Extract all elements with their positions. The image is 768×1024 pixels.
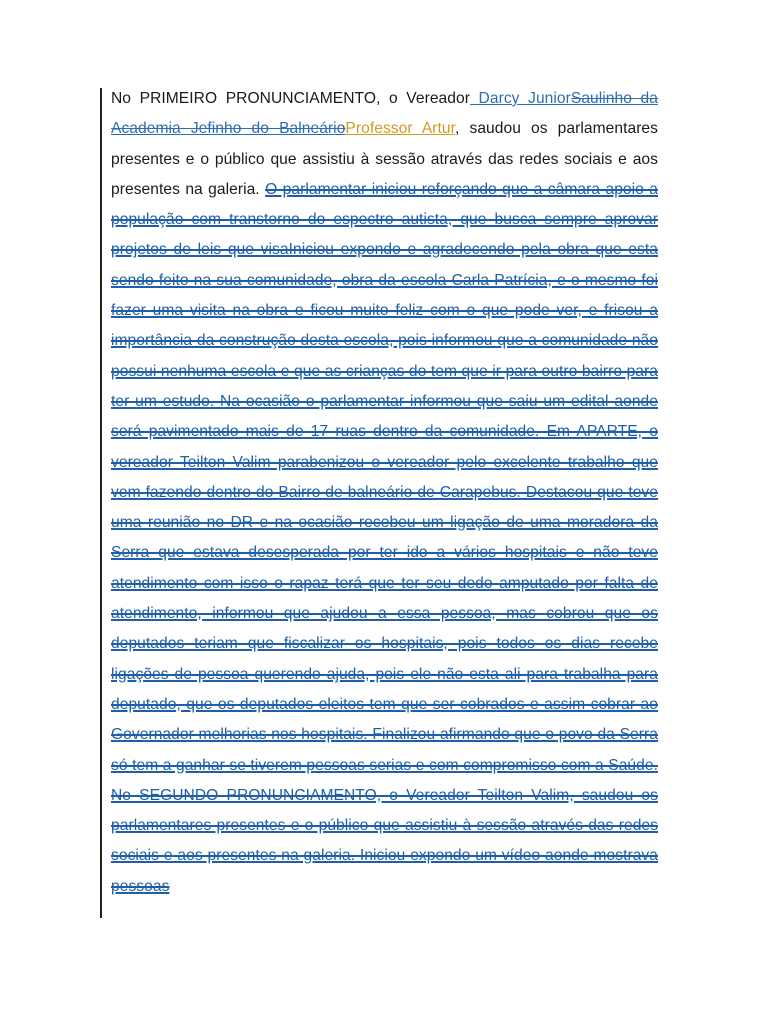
paragraph-after-names: , saudou os parlamentares presentes e o público que assistiu à sessão através das redes sociais e aos presentes na galeria. <box>111 120 659 198</box>
tracked-deletion-body[interactable]: O parlamentar iniciou reforçando que a câmara apoio a população com transtorno do espectro autista, que busca sempre aprovar projetos de leis que visaIniciou expondo e agradecendo pela obra que esta sendo feito na sua comunidade, obra da escola Carla Patrícia, e o mesmo foi fazer uma visita na obra e ficou muito feliz com o que pode ver, e frisou a importância da construção desta escola, pois informou que a comunidade não possui nenhuma escola e que as crianças do tem que ir para outro bairro para ter um estudo. Na ocasião o parlamentar informou que saiu um edital aonde será pavimentado mais de 17 ruas dentro da comunidade. Em APARTE, o vereador Teilton Valim parabenizou o vereador pelo excelente trabalho que vem fazendo dentro do Bairro de balneário de Carapebus. Destacou que teve uma reunião no DR e na ocasião recebeu um ligação de uma moradora da Serra que estava desesperada por ter ido a vários hospitais e não teve atendimento com isso o rapaz terá que ter seu dedo amputado por falta de atendimento, informou que ajudou a essa pessoa, mas cobrou que os deputados teriam que fiscalizar os hospitais, pois todos os dias recebe ligações de pessoa querendo ajuda, pois ele não esta ali para trabalha para deputado, que os deputados eleitos tem que ser cobrados e assim cobrar ao Governador melhorias nos hospitais. Finalizou afirmando que o povo da Serra só tem a ganhar se tiverem pessoas serias e com compromisso com a Saúde. No SEGUNDO PRONUNCIAMENTO, o Vereador Teilton Valim, saudou os parlamentares presentes e o público que assistiu à sessão através das redes sociais e aos presentes na galeria. Iniciou expondo um vídeo aonde mostrava pessoas <box>111 180 658 895</box>
paragraph-intro: No PRIMEIRO PRONUNCIAMENTO, o Vereador <box>111 90 470 107</box>
document-paragraph[interactable] <box>111 84 658 902</box>
inserted-name[interactable]: Darcy Junior <box>469 90 571 107</box>
deleted-name-2[interactable]: Jefinho do Balneário <box>180 120 346 138</box>
change-bar <box>100 88 102 918</box>
deleted-name-1[interactable]: Saulinho da Academia <box>111 90 658 138</box>
inserted-name-2[interactable]: Professor Artur <box>345 120 456 138</box>
